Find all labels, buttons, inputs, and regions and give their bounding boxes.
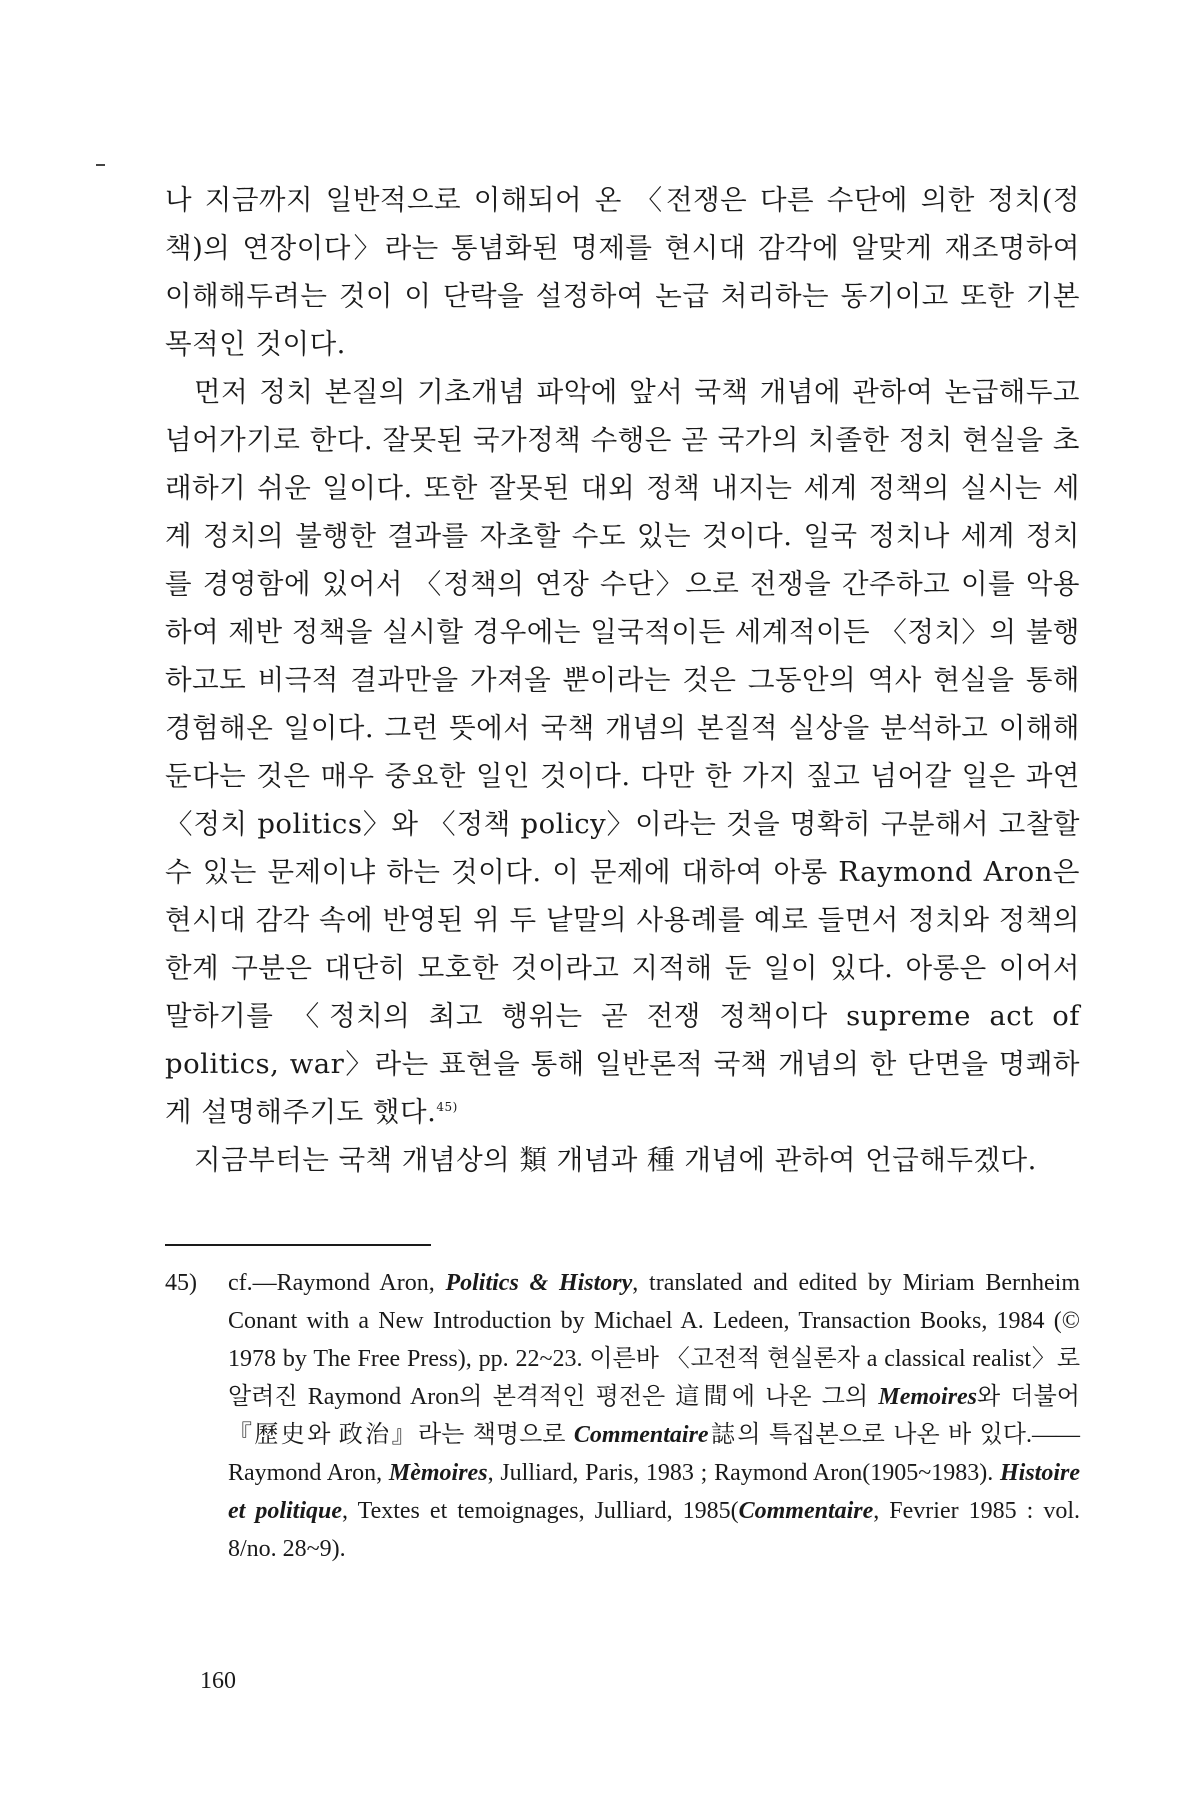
scan-mark [96, 164, 105, 166]
footnote-title-1: Politics & History [445, 1270, 633, 1296]
footnote-title-5: Histoire et politique [228, 1460, 1080, 1524]
footnote-title-6: Commentaire [738, 1498, 874, 1524]
footnote-number: 45) [165, 1270, 197, 1296]
paragraph-1: 나 지금까지 일반적으로 이해되어 온 〈전쟁은 다른 수단에 의한 정치(정책)의 연장이다〉라는 통념화된 명제를 현시대 감각에 알맞게 재조명하여 이해해두려는 것이 이 단락을 설정하여 논급 처리하는 동기이고 또한 기본 목적인 것이다. [165, 184, 1080, 360]
footnote-text-1: cf.—Raymond Aron, [228, 1270, 446, 1296]
footnote [165, 1264, 1080, 1568]
footnote-body [228, 1264, 1080, 1568]
footnote-title-4: Mèmoires [388, 1460, 488, 1486]
footnote-text-4: 誌의 특집본으로 나온 바 있다.——Raymond Aron, [228, 1422, 1080, 1486]
footnote-title-3: Commentaire [573, 1422, 709, 1448]
footnote-text-7: , Fevrier 1985 : vol. 8/no. 28~9). [228, 1498, 1080, 1562]
page-number: 160 [200, 1668, 236, 1694]
footnote-ref: 45) [436, 1099, 458, 1114]
footnote-text-3: 와 더불어 『歷史와 政治』라는 책명으로 [228, 1384, 1080, 1448]
footnote-text-6: , Textes et temoignages, Julliard, 1985( [342, 1498, 739, 1524]
paragraph-2 [165, 368, 1080, 1136]
body-text [165, 176, 1080, 1184]
footnote-title-2: Memoires [878, 1384, 978, 1410]
paragraph-2-text: 먼저 정치 본질의 기초개념 파악에 앞서 국책 개념에 관하여 논급해두고 넘어가기로 한다. 잘못된 국가정책 수행은 곧 국가의 치졸한 정치 현실을 초래하기 쉬운 일이다. 또한 잘못된 대외 정책 내지는 세계 정책의 실시는 세계 정치의 불행한 결과를 자초할 수도 있는 것이다. 일국 정치나 세계 정치를 경영함에 있어서 〈정책의 연장 수단〉으로 전쟁을 간주하고 이를 악용하여 제반 정책을 실시할 경우에는 일국적이든 세계적이든 〈정치〉의 불행하고도 비극적 결과만을 가져올 뿐이라는 것은 그동안의 역사 현실을 통해 경험해온 일이다. 그런 뜻에서 국책 개념의 본질적 실상을 분석하고 이해해둔다는 것은 매우 중요한 일인 것이다. 다만 한 가지 짚고 넘어갈 일은 과연 〈정치 politics〉와 〈정책 policy〉이라는 것을 명확히 구분해서 고찰할 수 있는 문제이냐 하는 것이다. 이 문제에 대하여 아롱 Raymond Aron은 현시대 감각 속에 반영된 위 두 낱말의 사용례를 예로 들면서 정치와 정책의 한계 구분은 대단히 모호한 것이라고 지적해 둔 일이 있다. 아롱은 이어서 말하기를 〈정치의 최고 행위는 곧 전쟁 정책이다 supreme act of politics, war〉라는 표현을 통해 일반론적 국책 개념의 한 단면을 명쾌하게 설명해주기도 했다. [165, 376, 1080, 1128]
paragraph-3: 지금부터는 국책 개념상의 類 개념과 種 개념에 관하여 언급해두겠다. [194, 1144, 1037, 1176]
footnote-text-5: , Julliard, Paris, 1983 ; Raymond Aron(1905~1983). [487, 1460, 1000, 1486]
footnote-text-2: , translated and edited by Miriam Bernheim Conant with a New Introduction by Michael A. Ledeen, Transaction Books, 1984 (© 1978 by The Free Press), pp. 22~23. 이른바 〈고전적 현실론자 a classical realist〉로 알려진 Raymond Aron의 본격적인 평전은 這間에 나온 그의 [228, 1270, 1080, 1410]
footnote-divider [165, 1244, 431, 1246]
